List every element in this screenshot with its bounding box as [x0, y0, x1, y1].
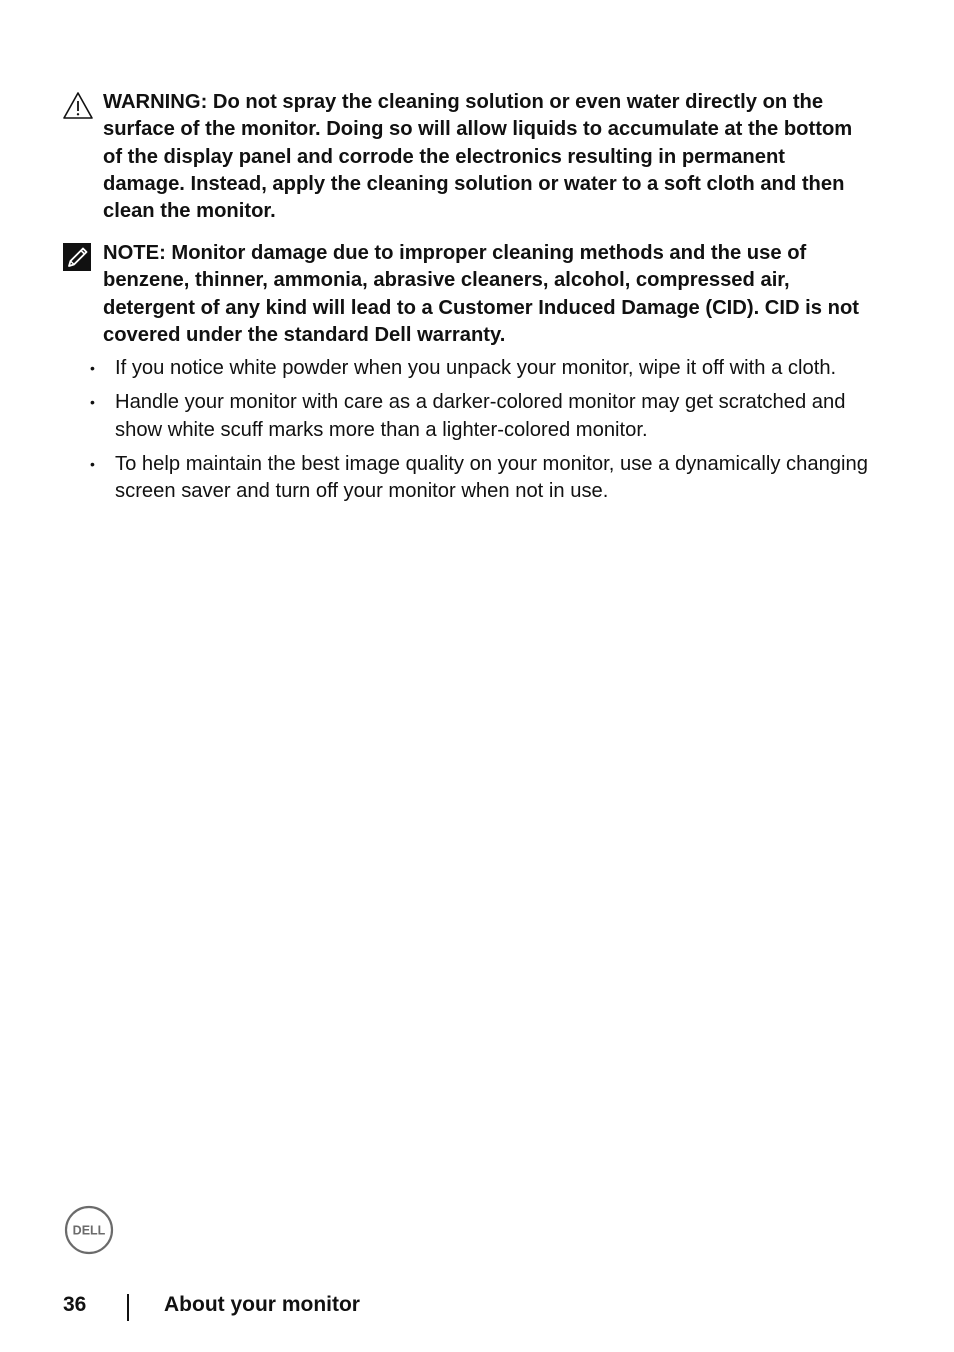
bullet-dot-icon: • — [90, 394, 95, 411]
bullet-dot-icon: • — [90, 455, 95, 472]
list-item — [88, 389, 868, 444]
warning-triangle-icon — [62, 91, 94, 121]
note-callout — [62, 240, 862, 349]
list-item-text: If you notice white powder when you unpack your monitor, wipe it off with a cloth. — [115, 357, 837, 379]
dell-logo-icon — [64, 1205, 114, 1255]
page-number: 36 — [63, 1293, 87, 1316]
list-item-text: Handle your monitor with care as a darker-colored monitor may get scratched and show white scuff marks more than a lighter-colored monitor. — [115, 391, 846, 441]
list-item-text: To help maintain the best image quality on your monitor, use a dynamically changing screen saver and turn off your monitor when not in use. — [115, 452, 868, 503]
footer-divider — [127, 1294, 129, 1321]
note-text: NOTE: Monitor damage due to improper cleaning methods and the use of benzene, thinner, ammonia, abrasive cleaners, alcohol, compressed air, detergent of any kind will lead to a Customer Induced Damage (CID). CID is not covered under the standard Dell warranty. — [103, 242, 860, 346]
warning-callout — [62, 89, 862, 225]
bullet-dot-icon: • — [90, 360, 95, 376]
list-item — [88, 451, 868, 506]
warning-text: WARNING: Do not spray the cleaning solution or even water directly on the surface of the monitor. Doing so will allow liquids to accumulate at the bottom of the display panel and corrode the electronics resulting in permanent damage. Instead, apply the cleaning solution or water to a soft cloth and then clean the monitor. — [103, 91, 853, 223]
section-title: About your monitor — [164, 1293, 360, 1316]
note-pencil-icon — [62, 242, 94, 272]
bullet-list — [88, 355, 868, 512]
dell-logo-text: DELL — [72, 1223, 106, 1238]
list-item — [88, 355, 868, 382]
